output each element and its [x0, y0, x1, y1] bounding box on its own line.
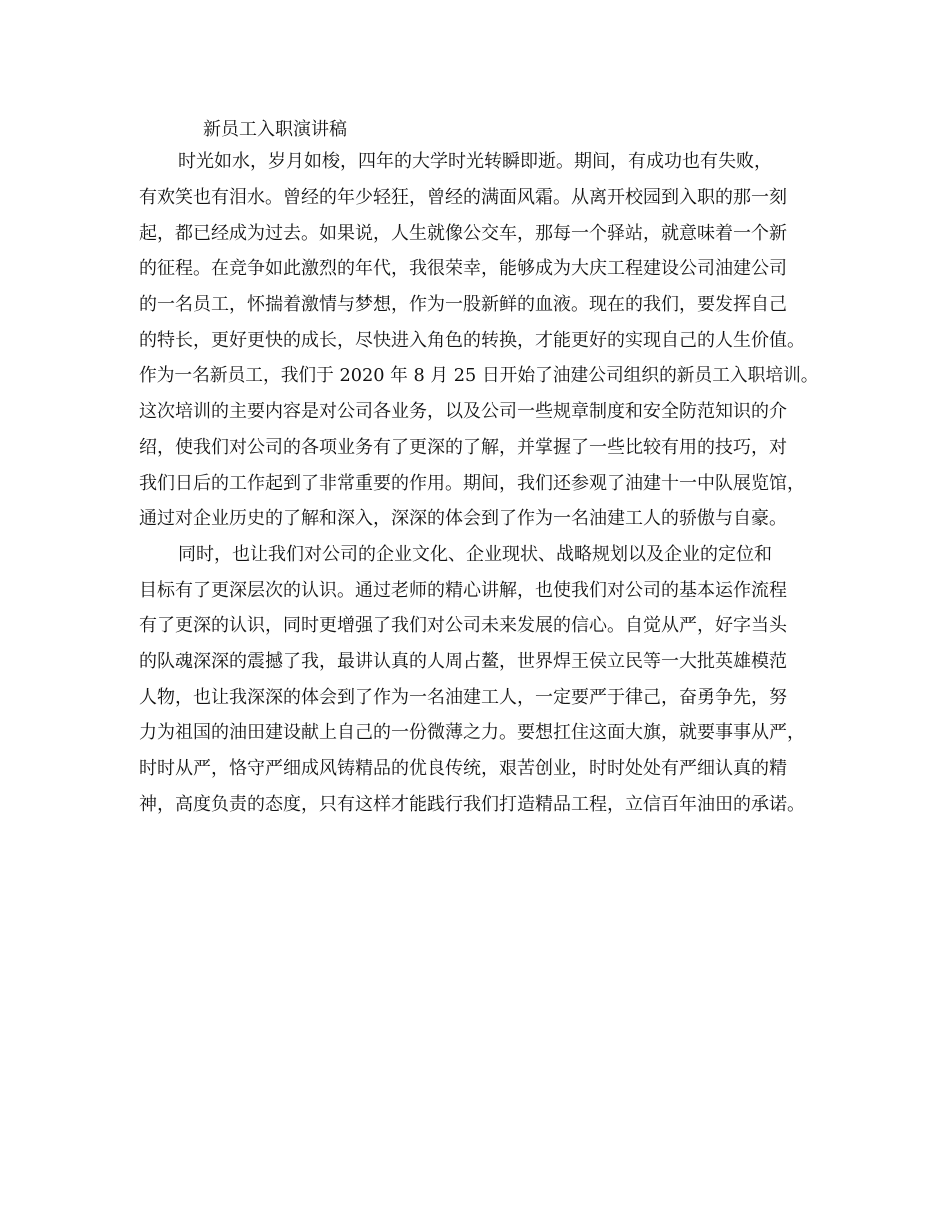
paragraph-line: 这次培训的主要内容是对公司各业务，以及公司一些规章制度和安全防范知识的介 [139, 401, 787, 422]
document-title: 新员工入职演讲稿 [203, 119, 347, 140]
paragraph-line: 有欢笑也有泪水。曾经的年少轻狂，曾经的满面风霜。从离开校园到入职的那一刻 [139, 187, 787, 208]
paragraph-line: 绍，使我们对公司的各项业务有了更深的了解，并掌握了一些比较有用的技巧，对 [139, 437, 787, 458]
paragraph-line: 有了更深的认识，同时更增强了我们对公司未来发展的信心。自觉从严，好字当头 [139, 615, 787, 636]
paragraph-line: 的征程。在竞争如此激烈的年代，我很荣幸，能够成为大庆工程建设公司油建公司 [139, 258, 787, 279]
paragraph-line: 目标有了更深层次的认识。通过老师的精心讲解，也使我们对公司的基本运作流程 [139, 580, 787, 601]
paragraph-line: 起，都已经成为过去。如果说，人生就像公交车，那每一个驿站，就意味着一个新 [139, 223, 787, 244]
paragraph-line: 作为一名新员工，我们于 2020 年 8 月 25 日开始了油建公司组织的新员工入职培训。 [139, 365, 819, 386]
paragraph-line: 同时，也让我们对公司的企业文化、企业现状、战略规划以及企业的定位和 [178, 544, 772, 565]
paragraph-line: 我们日后的工作起到了非常重要的作用。期间，我们还参观了油建十一中队展览馆， [139, 473, 805, 494]
paragraph-line: 的一名员工，怀揣着激情与梦想，作为一股新鲜的血液。现在的我们，要发挥自己 [139, 294, 787, 315]
paragraph-line: 时时从严，恪守严细成风铸精品的优良传统，艰苦创业，时时处处有严细认真的精 [139, 758, 787, 779]
paragraph-line: 人物，也让我深深的体会到了作为一名油建工人，一定要严于律己，奋勇争先，努 [139, 687, 787, 708]
paragraph-line: 时光如水，岁月如梭，四年的大学时光转瞬即逝。期间，有成功也有失败， [178, 151, 772, 172]
paragraph-line: 的队魂深深的震撼了我，最讲认真的人周占鳌，世界焊王侯立民等一大批英雄模范 [139, 651, 787, 672]
paragraph-line: 神，高度负责的态度，只有这样才能践行我们打造精品工程，立信百年油田的承诺。 [139, 794, 805, 815]
paragraph-line: 通过对企业历史的了解和深入，深深的体会到了作为一名油建工人的骄傲与自豪。 [139, 508, 787, 529]
paragraph-line: 的特长，更好更快的成长，尽快进入角色的转换，才能更好的实现自己的人生价值。 [139, 330, 805, 351]
paragraph-line: 力为祖国的油田建设献上自己的一份微薄之力。要想扛住这面大旗，就要事事从严， [139, 722, 805, 743]
